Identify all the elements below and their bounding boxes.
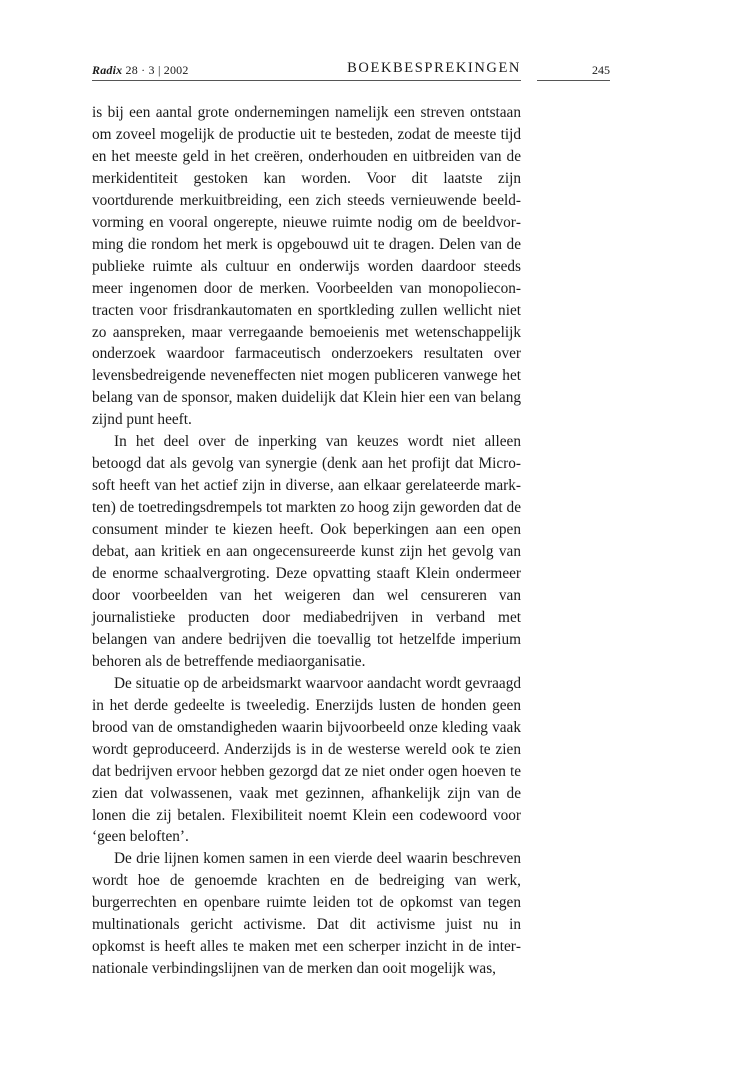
paragraph: De drie lijnen komen samen in een vierde deel waarin beschreven wordt hoe de genoemde krachten en de bedreiging van werk, burgerrechten en openbare ruimte leiden tot de opkomst van tegen multinationals gericht activisme. Dat dit activisme juist nu in opkomst is heeft alles te maken met een scherper inzicht in de internationale verbindingslijnen van de merken dan ooit mogelijk was, xyxy=(92,850,521,978)
paragraph: De situatie op de arbeidsmarkt waarvoor aandacht wordt gevraagd in het derde gedeelte is tweeledig. Enerzijds lusten de honden geen brood van de omstandigheden waarin bijvoorbeeld onze kleding vaak wordt geproduceerd. Anderzijds is in de westerse wereld ook te zien dat bedrijven ervoor hebben gezorgd dat ze niet onder ogen hoeven te zien dat volwassenen, vaak met gezinnen, afhankelijk zijn van de lonen die zij betalen. Flexibiliteit noemt Klein een codewoord voor ‘geen beloften’. xyxy=(92,674,521,846)
section-title: BOEKBESPREKINGEN xyxy=(347,60,521,76)
page-number-rule xyxy=(537,80,610,81)
issue-info: 28 · 3 | 2002 xyxy=(125,63,189,77)
running-head xyxy=(92,60,521,80)
header-rule xyxy=(92,80,521,81)
paragraph-continued: is bij een aantal grote ondernemingen namelijk een streven ontstaan om zoveel mogelijk de productie uit te besteden, zodat de meeste tijd en het meeste geld in het creëren, onderhouden en uitbreiden van de merkidentiteit gestoken kan worden. Voor dit laatste zijn voortdurende merkuitbreiding, een zich steeds vernieuwende beeldvorming en vooral ongerepte, nieuwe ruimte nodig om de beeldvorming die rondom het merk is opgebouwd uit te dragen. Delen van de publieke ruimte als cultuur en onderwijs worden daardoor steeds meer ingenomen door de merken. Voorbeelden van monopoliecontracten voor frisdrankautomaten en sportkleding zullen wellicht niet zo aanspreken, maar verregaande bemoeienis met wetenschappelijk onderzoek waardoor farmaceutisch onderzoekers resultaten over levensbedreigende neveneffecten niet mogen publiceren vanwege het belang van de sponsor, maken duidelijk dat Klein hier een van belang zijnd punt heeft. xyxy=(92,104,521,429)
body-text xyxy=(92,102,521,980)
journal-name: Radix xyxy=(92,63,123,77)
page-number: 245 xyxy=(592,63,610,77)
journal-citation xyxy=(92,63,189,78)
paragraph: In het deel over de inperking van keuzes wordt niet alleen betoogd dat als gevolg van synergie (denk aan het profijt dat Microsoft heeft van het actief zijn in diverse, aan elkaar gerelateerde markten) de toetredingsdrempels tot markten zo hoog zijn geworden dat de consument minder te kiezen heeft. Ook beperkingen aan een open debat, aan kritiek en aan ongecensureerde kunst zijn het gevolg van de enorme schaalvergroting. Deze opvatting staaft Klein ondermeer door voorbeelden van het weigeren dan wel censureren van journalistieke producten door mediabedrijven in verband met belangen van andere bedrijven die toevallig tot hetzelfde imperium behoren als de betreffende mediaorganisatie. xyxy=(92,433,521,670)
